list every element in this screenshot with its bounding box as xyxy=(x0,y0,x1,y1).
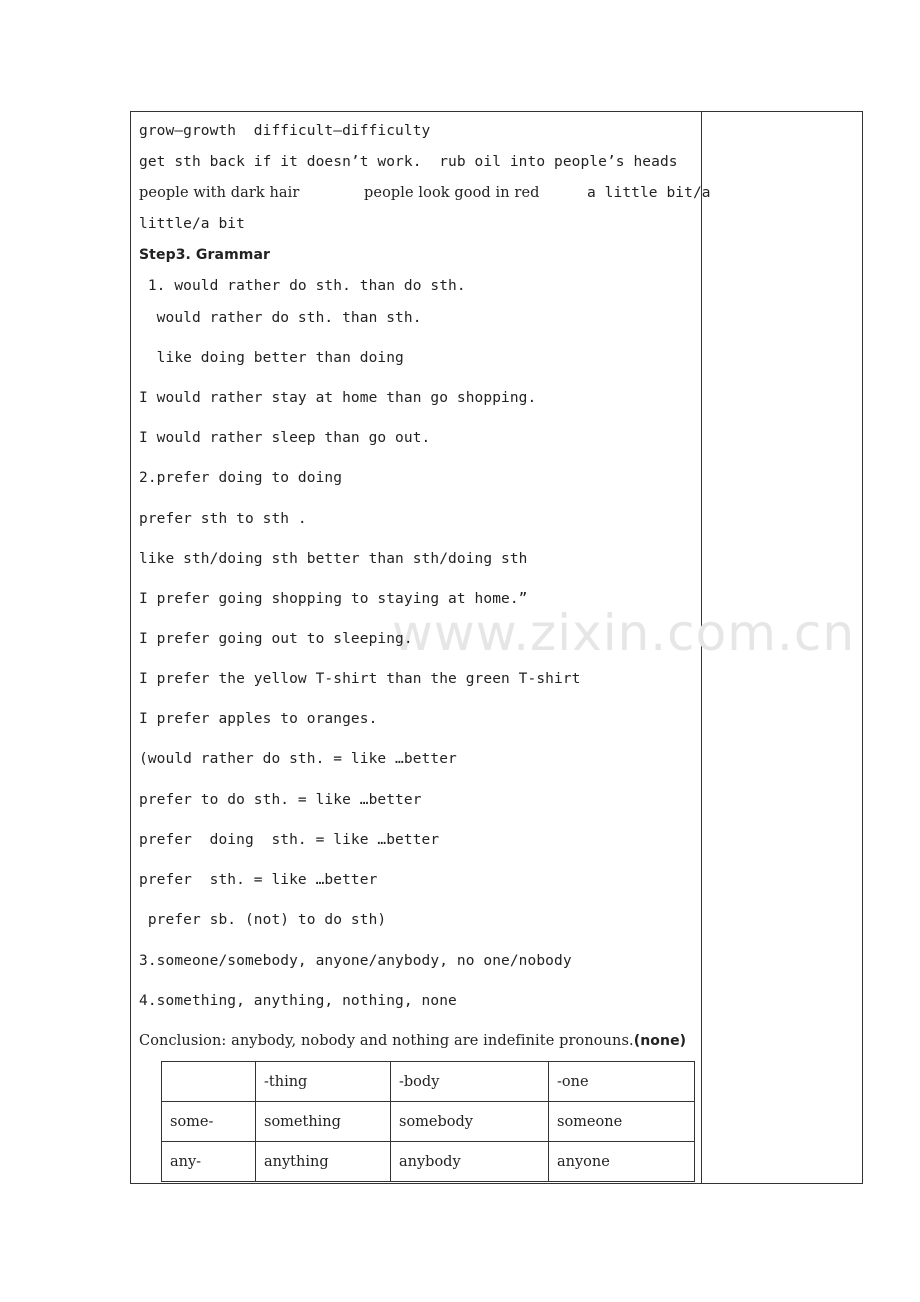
watermark: www.zixin.com.cn xyxy=(392,604,856,662)
table-cell: someone xyxy=(549,1102,695,1142)
grammar-line: 3.someone/somebody, anyone/anybody, no one/nobody xyxy=(139,953,572,969)
table-cell: some- xyxy=(162,1102,256,1142)
table-cell: -thing xyxy=(256,1062,391,1102)
table-cell: -body xyxy=(391,1062,549,1102)
vocab-line-1: grow—growth difficult—difficulty xyxy=(139,123,431,139)
grammar-line: prefer doing sth. = like …better xyxy=(139,832,440,848)
table-row xyxy=(162,1142,695,1182)
grammar-line: I prefer going out to sleeping. xyxy=(139,631,413,647)
table-cell: anyone xyxy=(549,1142,695,1182)
grammar-line: like sth/doing sth better than sth/doing sth xyxy=(139,551,528,567)
grammar-line: I prefer the yellow T-shirt than the green T-shirt xyxy=(139,671,581,687)
grammar-line: prefer sth to sth . xyxy=(139,511,307,527)
grammar-line: I would rather stay at home than go shopping. xyxy=(139,390,537,406)
vocab-line-3c: a little bit/a xyxy=(587,185,711,201)
grammar-line: prefer sb. (not) to do sth) xyxy=(139,912,387,928)
grammar-line: like doing better than doing xyxy=(139,350,404,366)
grammar-line: I prefer going shopping to staying at home.” xyxy=(139,591,528,607)
table-cell xyxy=(162,1062,256,1102)
table-cell: something xyxy=(256,1102,391,1142)
vocab-line-4: little/a bit xyxy=(139,216,245,232)
table-cell: anything xyxy=(256,1142,391,1182)
grammar-line: 2.prefer doing to doing xyxy=(139,470,343,486)
vocab-line-2: get sth back if it doesn’t work. rub oil into people’s heads xyxy=(139,154,678,170)
grammar-line: I prefer apples to oranges. xyxy=(139,711,378,727)
conclusion-text: Conclusion: anybody, nobody and nothing are indefinite pronouns. xyxy=(139,1033,634,1049)
table-cell: any- xyxy=(162,1142,256,1182)
conclusion xyxy=(139,1031,686,1051)
grammar-line: prefer to do sth. = like …better xyxy=(139,792,422,808)
table-row xyxy=(162,1102,695,1142)
vocab-line-3a: people with dark hair xyxy=(139,185,300,201)
vocab-line-3b: people look good in red xyxy=(364,185,540,201)
grammar-heading: Step3. Grammar xyxy=(139,247,270,263)
grammar-line: I would rather sleep than go out. xyxy=(139,430,431,446)
table-header-row xyxy=(162,1062,695,1102)
grammar-line: 1. would rather do sth. than do sth. xyxy=(139,278,466,294)
table-cell: anybody xyxy=(391,1142,549,1182)
grammar-line: prefer sth. = like …better xyxy=(139,872,378,888)
grammar-line: would rather do sth. than sth. xyxy=(139,310,422,326)
grammar-line: 4.something, anything, nothing, none xyxy=(139,993,457,1009)
pronoun-table xyxy=(161,1061,695,1182)
conclusion-none: (none) xyxy=(633,1033,687,1049)
grammar-line: (would rather do sth. = like …better xyxy=(139,751,457,767)
table-cell: somebody xyxy=(391,1102,549,1142)
table-cell: -one xyxy=(549,1062,695,1102)
